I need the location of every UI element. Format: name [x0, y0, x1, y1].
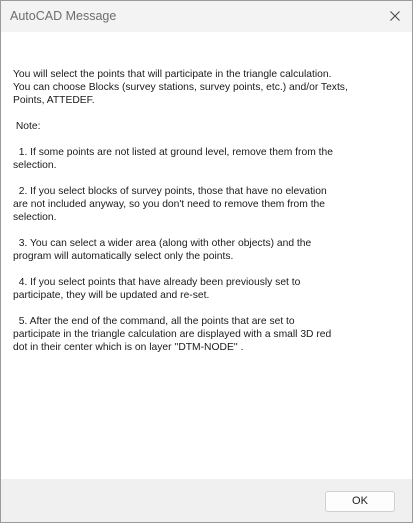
message-area: [1, 32, 412, 479]
close-button[interactable]: [378, 1, 412, 32]
title-bar: [1, 1, 412, 32]
note-item-3: 3. You can select a wider area (along with other objects) and the program will automatically select only the points.: [13, 238, 312, 262]
note-item-2: 2. If you select blocks of survey points, those that have no elevation are not included anyway, so you don't need to remove them from the selection.: [13, 186, 327, 223]
dialog-title: AutoCAD Message: [10, 9, 117, 23]
intro-paragraph: You will select the points that will participate in the triangle calculation. You can choose Blocks (survey stations, survey points, etc.) and/or Texts, Points, ATTEDEF.: [13, 69, 348, 106]
note-heading: Note:: [13, 121, 41, 132]
note-item-1: 1. If some points are not listed at ground level, remove them from the selection.: [13, 147, 333, 171]
note-item-5: 5. After the end of the command, all the points that are set to participate in the triangle calculation are displayed with a small 3D red dot in their center which is on layer ''DTM-NODE'' .: [13, 316, 332, 353]
close-icon: [390, 11, 400, 21]
message-text: [13, 68, 403, 367]
note-item-4: 4. If you select points that have already been previously set to participate, they will be updated and re-set.: [13, 277, 301, 301]
ok-button[interactable]: OK: [325, 491, 395, 512]
button-bar: [1, 479, 412, 522]
